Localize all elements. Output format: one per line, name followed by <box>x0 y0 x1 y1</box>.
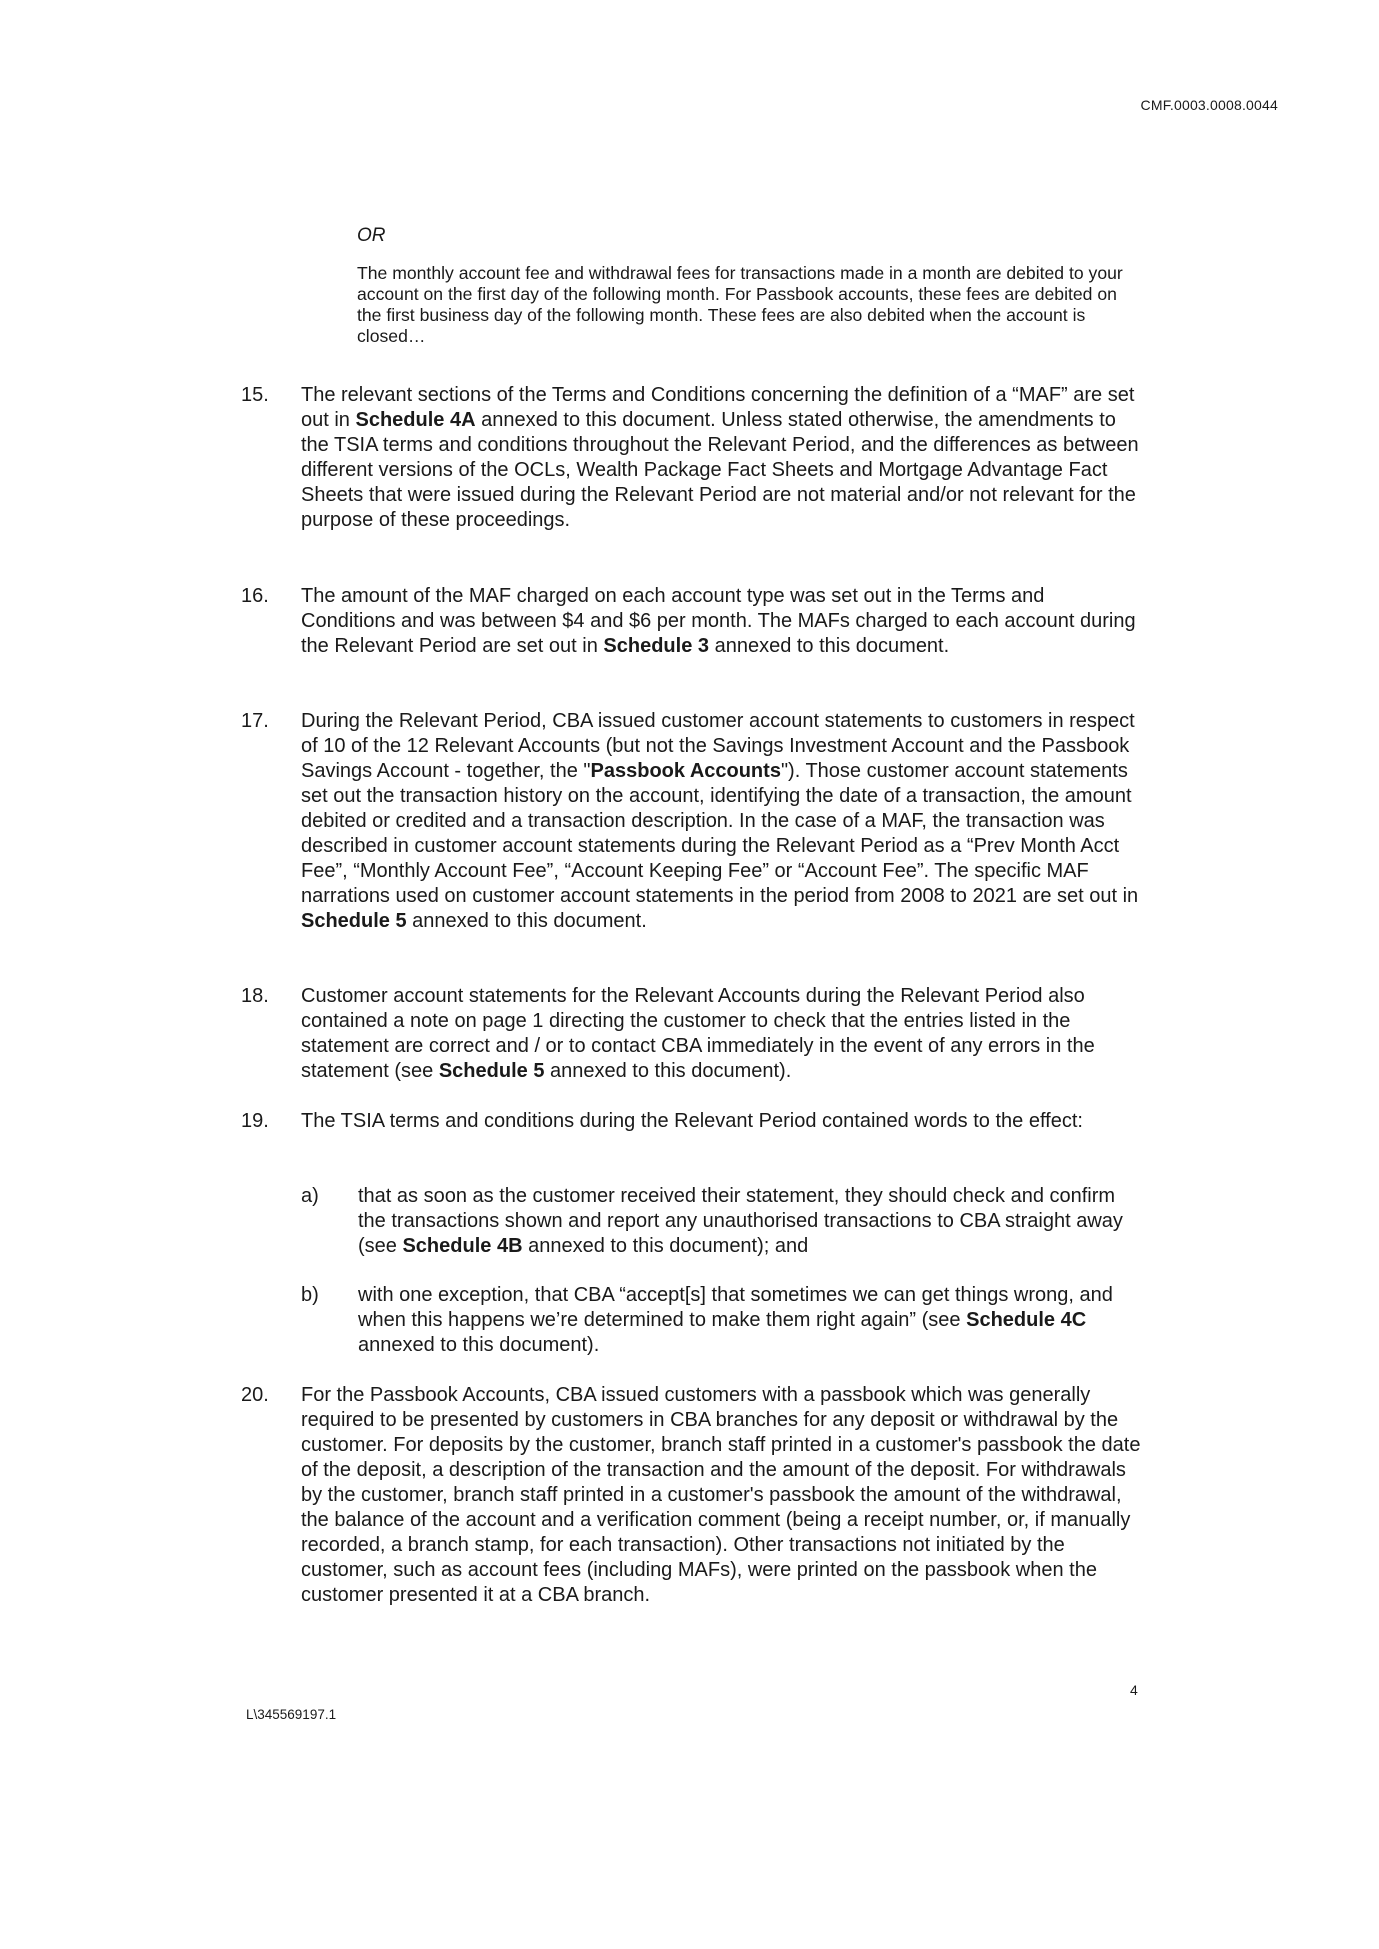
paragraph-number: 18. <box>241 985 269 1007</box>
subparagraph-b <box>301 1283 1141 1358</box>
paragraph-number: 20. <box>241 1384 269 1406</box>
paragraph-number: 16. <box>241 585 269 607</box>
paragraph-body <box>301 383 1141 533</box>
text-segment: annexed to this document. <box>406 910 647 932</box>
subparagraph-a <box>301 1184 1141 1259</box>
paragraph-20 <box>241 1383 1141 1608</box>
document-id: CMF.0003.0008.0044 <box>1140 97 1278 113</box>
subparagraph-label: a) <box>301 1185 319 1207</box>
bold-reference: Schedule 5 <box>438 1060 545 1082</box>
subparagraph-label: b) <box>301 1284 319 1306</box>
paragraph-number: 17. <box>241 710 269 732</box>
text-segment: During the Relevant Period, CBA issued customer account statements to customers in respect of 10 of the 12 Relevant Accounts (but not the Savings Investment Account and the Passbook Savings Account - together, the " <box>301 710 1135 782</box>
document-reference: L\345569197.1 <box>246 1707 337 1722</box>
text-segment: The amount of the MAF charged on each account type was set out in the Terms and Conditions and was between $4 and $6 per month. The MAFs charged to each account during the Relevant Period are set out in <box>301 585 1136 657</box>
bold-reference: Schedule 4B <box>402 1235 523 1257</box>
paragraph-15 <box>241 383 1141 533</box>
paragraph-body <box>301 1383 1141 1608</box>
paragraph-18 <box>241 984 1141 1084</box>
text-segment: annexed to this document). <box>544 1060 792 1082</box>
page-number: 4 <box>1130 1682 1138 1698</box>
paragraph-19 <box>241 1109 1141 1134</box>
text-segment: annexed to this document). <box>358 1334 600 1356</box>
paragraph-body <box>301 709 1141 934</box>
bold-reference: Schedule 4C <box>966 1309 1087 1331</box>
text-segment: annexed to this document); and <box>522 1235 809 1257</box>
text-segment: Customer account statements for the Relevant Accounts during the Relevant Period also contained a note on page 1 directing the customer to check that the entries listed in the statement are correct and / or to contact CBA immediately in the event of any errors in the statement (see <box>301 985 1095 1082</box>
subparagraph-body <box>358 1283 1141 1358</box>
text-segment: The TSIA terms and conditions during the Relevant Period contained words to the effect: <box>301 1110 1083 1132</box>
subparagraph-body <box>358 1184 1141 1259</box>
text-segment: "). Those customer account statements set out the transaction history on the account, identifying the date of a transaction, the amount debited or credited and a transaction description. In the case of a MAF, the transaction was described in customer account statements during the Relevant Period as a “Prev Month Acct Fee”, “Monthly Account Fee”, “Account Keeping Fee” or “Account Fee”. The specific MAF narrations used on customer account statements in the period from 2008 to 2021 are set out in <box>301 760 1139 907</box>
paragraph-number: 15. <box>241 384 269 406</box>
bold-reference: Schedule 5 <box>301 910 407 932</box>
text-segment: with one exception, that CBA “accept[s] that sometimes we can get things wrong, and when this happens we’re determined to make them right again” (see <box>358 1284 1113 1331</box>
text-segment: that as soon as the customer received their statement, they should check and confirm the transactions shown and report any unauthorised transactions to CBA straight away (see <box>358 1185 1123 1257</box>
paragraph-16 <box>241 584 1141 659</box>
paragraph-17 <box>241 709 1141 934</box>
paragraph-number: 19. <box>241 1110 269 1132</box>
paragraph-body <box>301 984 1141 1084</box>
bold-reference: Schedule 4A <box>355 409 476 431</box>
paragraph-body <box>301 1109 1141 1134</box>
bold-reference: Schedule 3 <box>603 635 710 657</box>
text-segment: annexed to this document. Unless stated otherwise, the amendments to the TSIA terms and conditions throughout the Relevant Period, and the differences as between different versions of the OCLs, Wealth Package Fact Sheets and Mortgage Advantage Fact Sheets that were issued during the Relevant Period are not material and/or not relevant for the purpose of these proceedings. <box>301 409 1139 531</box>
text-segment: annexed to this document. <box>709 635 950 657</box>
text-segment: For the Passbook Accounts, CBA issued customers with a passbook which was generally required to be presented by customers in CBA branches for any deposit or withdrawal by the customer. For deposits by the customer, branch staff printed in a customer's passbook the date of the deposit, a description of the transaction and the amount of the deposit. For withdrawals by the customer, branch staff printed in a customer's passbook the amount of the withdrawal, the balance of the account and a verification comment (being a receipt number, or, if manually recorded, a branch stamp, for each transaction). Other transactions not initiated by the customer, such as account fees (including MAFs), were printed on the passbook when the customer presented it at a CBA branch. <box>301 1384 1141 1606</box>
quoted-fee-text: The monthly account fee and withdrawal fees for transactions made in a month are debited to your account on the first day of the following month. For Passbook accounts, these fees are debited on the first business day of the following month. These fees are also debited when the account is closed… <box>357 263 1123 346</box>
text-segment: The relevant sections of the Terms and Conditions concerning the definition of a “MAF” are set out in <box>301 384 1135 431</box>
bold-reference: Passbook Accounts <box>590 760 781 782</box>
paragraph-body <box>301 584 1141 659</box>
or-label: OR <box>357 225 386 246</box>
